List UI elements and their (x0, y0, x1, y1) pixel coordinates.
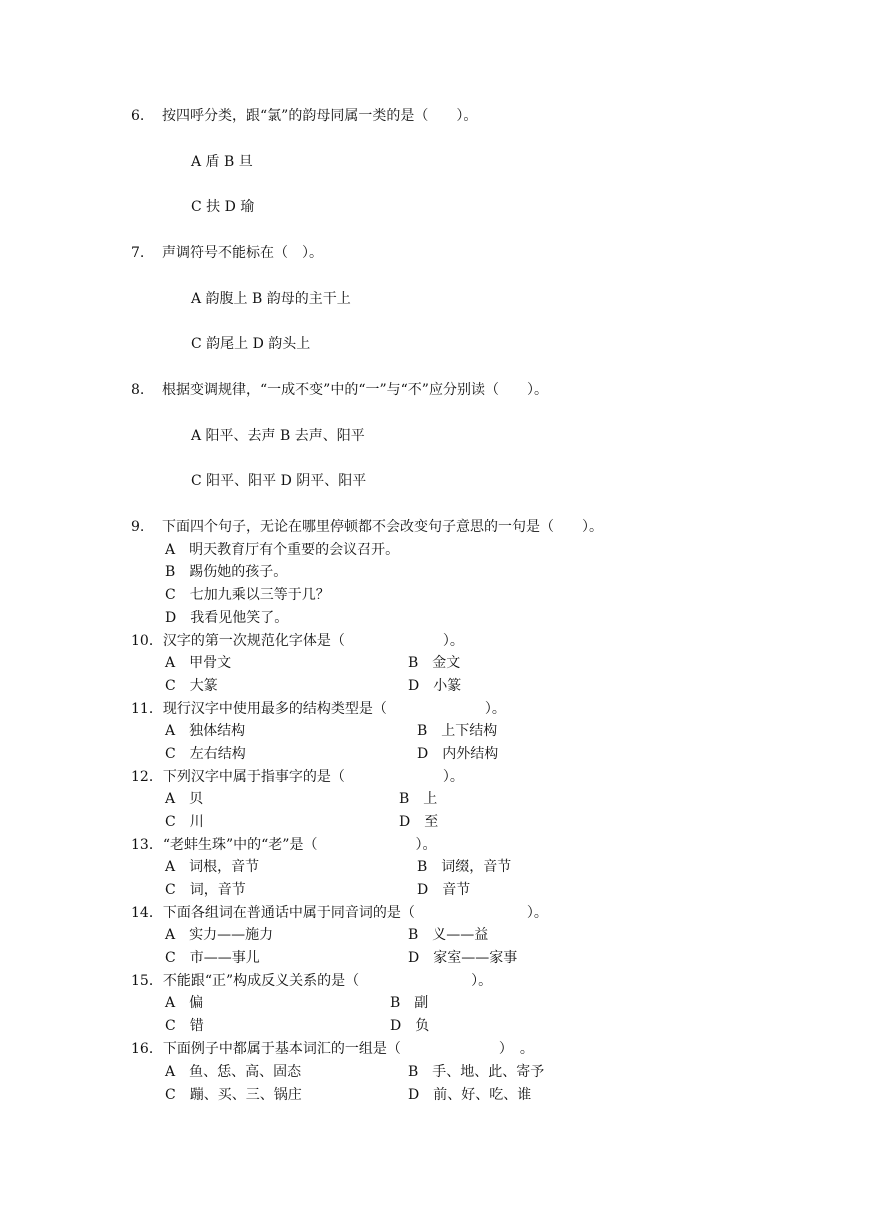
q9-number: 9. (131, 519, 145, 535)
q9-option-a: A 明天教育厅有个重要的会议召开。 (165, 542, 400, 558)
q7-text: 声调符号不能标在（ ）。 (162, 245, 323, 261)
q15-option-d: D 负 (390, 1018, 430, 1034)
q14-option-a: A 实力——施力 (165, 927, 274, 943)
q11-option-c: C 左右结构 (165, 746, 246, 762)
q13-text: 13．“老蚌生珠”中的“老”是（ ）。 (131, 837, 437, 853)
q9-text: 下面四个句子，无论在哪里停顿都不会改变句子意思的一句是（ ）。 (162, 519, 603, 535)
q10-option-a: A 甲骨文 (165, 655, 232, 671)
q6-options-cd: C 扶 D 瑜 (191, 199, 255, 215)
q16-text: 16．下面例子中都属于基本词汇的一组是（ ） 。 (131, 1041, 534, 1057)
q9-option-d: D 我看见他笑了。 (165, 610, 289, 626)
q16-option-a: A 鱼、恁、高、固态 (165, 1064, 302, 1080)
q12-text: 12．下列汉字中属于指事字的是（ ）。 (131, 769, 464, 785)
q14-option-b: B 义——益 (408, 927, 489, 943)
q8-options-ab: A 阳平、去声 B 去声、阳平 (191, 428, 365, 444)
q15-option-c: C 错 (165, 1018, 204, 1034)
q11-option-a: A 独体结构 (165, 723, 246, 739)
q8-options-cd: C 阳平、阳平 D 阴平、阳平 (191, 473, 367, 489)
q7-number: 7. (131, 245, 145, 261)
q11-text: 11．现行汉字中使用最多的结构类型是（ ）。 (131, 701, 506, 717)
q8-text: 根据变调规律，“一成不变”中的“一”与“不”应分别读（ ）。 (162, 382, 548, 398)
q6-text: 按四呼分类，跟“氯”的韵母同属一类的是（ ）。 (162, 108, 478, 124)
q12-option-b: B 上 (399, 791, 438, 807)
q13-option-a: A 词根，音节 (165, 859, 260, 875)
q16-option-b: B 手、地、此、寄予 (408, 1064, 545, 1080)
q15-option-a: A 偏 (165, 995, 204, 1011)
q8-number: 8. (131, 382, 145, 398)
q11-option-d: D 内外结构 (417, 746, 499, 762)
q14-option-d: D 家室——家事 (408, 950, 518, 966)
q10-option-c: C 大篆 (165, 678, 218, 694)
q11-option-b: B 上下结构 (417, 723, 498, 739)
q10-option-b: B 金文 (408, 655, 461, 671)
q10-option-d: D 小篆 (408, 678, 462, 694)
q6-number: 6. (131, 108, 145, 124)
q14-option-c: C 市——事儿 (165, 950, 260, 966)
q6-options-ab: A 盾 B 旦 (191, 154, 253, 170)
q7-options-ab: A 韵腹上 B 韵母的主干上 (191, 291, 351, 307)
q12-option-d: D 至 (399, 814, 439, 830)
q10-text: 10．汉字的第一次规范化字体是（ ）。 (131, 633, 464, 649)
q9-option-b: B 踢伤她的孩子。 (165, 564, 288, 580)
q14-text: 14．下面各组词在普通话中属于同音词的是（ ）。 (131, 905, 548, 921)
q7-options-cd: C 韵尾上 D 韵头上 (191, 336, 311, 352)
q9-option-c: C 七加九乘以三等于几？ (165, 587, 330, 603)
q12-option-c: C 川 (165, 814, 204, 830)
q13-option-b: B 词缀，音节 (417, 859, 512, 875)
q16-option-c: C 蹦、买、三、锅庄 (165, 1087, 302, 1103)
q13-option-c: C 词，音节 (165, 882, 246, 898)
q15-text: 15．不能跟“正”构成反义关系的是（ ）。 (131, 973, 493, 989)
q16-option-d: D 前、好、吃、谁 (408, 1087, 532, 1103)
q15-option-b: B 副 (390, 995, 429, 1011)
q12-option-a: A 贝 (165, 791, 204, 807)
q13-option-d: D 音节 (417, 882, 471, 898)
